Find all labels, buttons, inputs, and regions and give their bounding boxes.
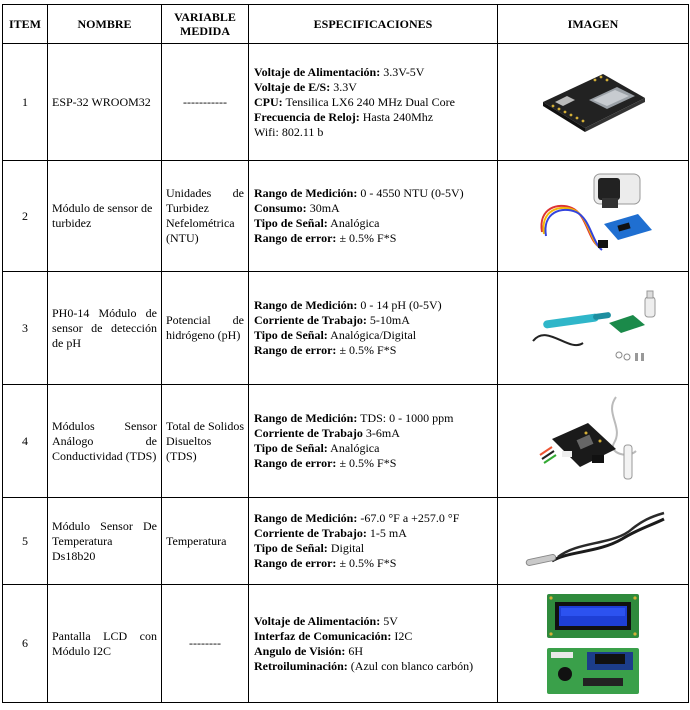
spec-line: Rango de error: ± 0.5% F*S xyxy=(254,231,397,245)
table-row xyxy=(3,161,689,272)
component-name: ESP-32 WROOM32 xyxy=(48,44,162,161)
component-name: Pantalla LCD con Módulo I2C xyxy=(48,585,162,703)
spec-line: Interfaz de Comunicación: I2C xyxy=(254,628,413,643)
spec-line: Consumo: 30mA xyxy=(254,201,340,215)
spec-list xyxy=(249,385,498,498)
item-number: 5 xyxy=(3,498,48,585)
item-number: 1 xyxy=(3,44,48,161)
item-number: 4 xyxy=(3,385,48,498)
spec-line: Tipo de Señal: Digital xyxy=(254,541,365,555)
measured-variable: Temperatura xyxy=(162,498,249,585)
spec-list xyxy=(249,272,498,385)
turbidity-sensor-image xyxy=(498,161,689,272)
spec-line: Rango de Medición: 0 - 14 pH (0-5V) xyxy=(254,298,442,312)
item-number: 2 xyxy=(3,161,48,272)
measured-variable: ----------- xyxy=(162,44,249,161)
component-name: Módulo de sensor de turbidez xyxy=(48,161,162,272)
header-imagen: IMAGEN xyxy=(498,5,689,44)
spec-line: Corriente de Trabajo: 1-5 mA xyxy=(254,526,407,540)
temperature-probe-image xyxy=(498,498,689,585)
spec-line: Rango de error: ± 0.5% F*S xyxy=(254,343,397,357)
lcd-i2c-image xyxy=(498,585,689,703)
spec-line: Rango de error: ± 0.5% F*S xyxy=(254,556,397,570)
spec-list xyxy=(249,161,498,272)
ph-probe-image xyxy=(498,272,689,385)
spec-line: Voltaje de Alimentación: 3.3V-5V xyxy=(254,64,425,79)
header-row xyxy=(3,5,689,44)
table-row xyxy=(3,44,689,161)
header-nombre: NOMBRE xyxy=(48,5,162,44)
header-variable: VARIABLE MEDIDA xyxy=(162,5,249,44)
spec-line: Rango de Medición: -67.0 °F a +257.0 °F xyxy=(254,511,460,525)
measured-variable: Unidades de Turbidez Nefelométrica (NTU) xyxy=(162,161,249,272)
component-name: PH0-14 Módulo de sensor de detección de pH xyxy=(48,272,162,385)
components-table xyxy=(2,4,689,703)
tds-sensor-image xyxy=(498,385,689,498)
spec-line: Rango de Medición: 0 - 4550 NTU (0-5V) xyxy=(254,186,464,200)
header-especificaciones: ESPECIFICACIONES xyxy=(249,5,498,44)
component-name: Módulos Sensor Análogo de Conductividad (TDS) xyxy=(48,385,162,498)
table-row xyxy=(3,385,689,498)
spec-line: Wifi: 802.11 b xyxy=(254,124,324,139)
spec-list xyxy=(249,498,498,585)
spec-line: Tipo de Señal: Analógica xyxy=(254,441,380,455)
spec-line: Angulo de Visión: 6H xyxy=(254,643,364,658)
table-row xyxy=(3,585,689,703)
spec-line: CPU: Tensilica LX6 240 MHz Dual Core xyxy=(254,94,455,109)
table-row xyxy=(3,272,689,385)
header-item: ITEM xyxy=(3,5,48,44)
spec-line: Corriente de Trabajo: 5-10mA xyxy=(254,313,410,327)
table-row xyxy=(3,498,689,585)
component-name: Módulo Sensor De Temperatura Ds18b20 xyxy=(48,498,162,585)
item-number: 6 xyxy=(3,585,48,703)
item-number: 3 xyxy=(3,272,48,385)
spec-line: Voltaje de Alimentación: 5V xyxy=(254,613,398,628)
spec-line: Corriente de Trabajo 3-6mA xyxy=(254,426,400,440)
spec-line: Voltaje de E/S: 3.3V xyxy=(254,79,357,94)
measured-variable: -------- xyxy=(162,585,249,703)
measured-variable: Total de Solidos Disueltos (TDS) xyxy=(162,385,249,498)
esp32-board-image xyxy=(498,44,689,161)
measured-variable: Potencial de hidrógeno (pH) xyxy=(162,272,249,385)
spec-list xyxy=(249,585,498,703)
spec-line: Rango de error: ± 0.5% F*S xyxy=(254,456,397,470)
spec-list xyxy=(249,44,498,161)
spec-line: Tipo de Señal: Analógica xyxy=(254,216,380,230)
spec-line: Frecuencia de Reloj: Hasta 240Mhz xyxy=(254,109,434,124)
spec-line: Tipo de Señal: Analógica/Digital xyxy=(254,328,417,342)
spec-line: Retroiluminación: (Azul con blanco carbón) xyxy=(254,658,474,673)
spec-line: Rango de Medición: TDS: 0 - 1000 ppm xyxy=(254,411,454,425)
